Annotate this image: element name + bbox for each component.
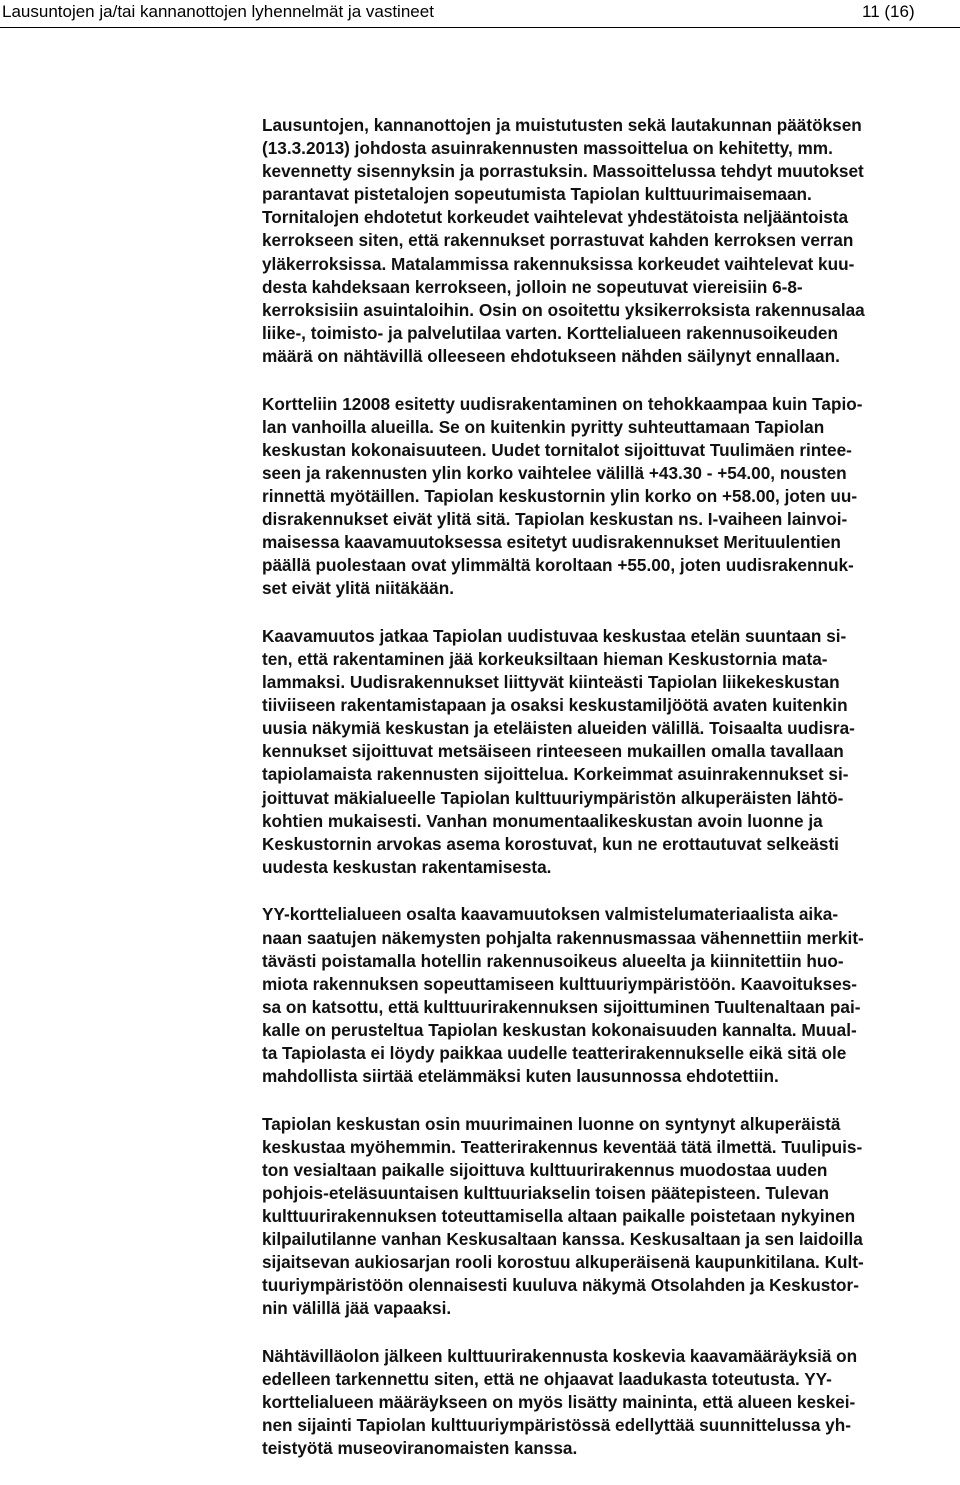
paragraph-line: rinnettä myötäillen. Tapiolan keskustornin ylin korko on +58.00, joten uu- <box>262 485 858 506</box>
paragraph-line: (13.3.2013) johdosta asuinrakennusten massoittelua on kehitetty, mm. <box>262 138 833 159</box>
paragraph-line: set eivät ylitä niitäkään. <box>262 578 455 599</box>
document-body <box>262 114 952 1485</box>
page-header <box>0 0 960 24</box>
paragraph-line: sijaitsevan aukiosarjan rooli korostuu alkuperäisenä kaupunkitilana. Kult- <box>262 1252 864 1273</box>
paragraph <box>262 1113 952 1321</box>
paragraph-line: keskustan kokonaisuuteen. Uudet tornitalot sijoittuvat Tuulimäen rintee- <box>262 439 852 460</box>
paragraph <box>262 903 952 1088</box>
paragraph-line: kulttuurirakennuksen toteuttamisella altaan paikalle poistetaan nykyinen <box>262 1206 856 1227</box>
paragraph-line: tiiviiseen rakentamistapaan ja osaksi keskustamiljöötä avaten kuitenkin <box>262 695 848 716</box>
paragraph-line: yläkerroksissa. Matalammissa rakennuksissa korkeudet vaihtelevat kuu- <box>262 253 855 274</box>
paragraph-line: edelleen tarkennettu siten, että ne ohjaavat laadukasta toteutusta. YY- <box>262 1369 832 1390</box>
paragraph-line: desta kahdeksaan kerrokseen, jolloin ne sopeutuvat viereisiin 6-8- <box>262 276 803 297</box>
paragraph-line: ton vesialtaan paikalle sijoittuva kulttuurirakennus muodostaa uuden <box>262 1159 828 1180</box>
paragraph-line: nen sijainti Tapiolan kulttuuriympäristössä edellyttää suunnittelussa yh- <box>262 1415 851 1436</box>
paragraph-line: ten, että rakentaminen jää korkeuksiltaan hieman Keskustornia mata- <box>262 648 828 669</box>
paragraph-line: määrä on nähtävillä olleeseen ehdotukseen nähden säilynyt ennallaan. <box>262 345 840 366</box>
paragraph-line: pohjois-eteläsuuntaisen kulttuuriakselin toisen päätepisteen. Tulevan <box>262 1182 829 1203</box>
paragraph-line: uusia näkymiä keskustan ja eteläisten alueiden välillä. Toisaalta uudisra- <box>262 718 855 739</box>
paragraph-line: naan saatujen näkemysten pohjalta rakennusmassaa vähennettiin merkit- <box>262 927 864 948</box>
paragraph-line: kevennetty sisennyksin ja porrastuksin. Massoittelussa tehdyt muutokset <box>262 161 864 182</box>
paragraph-line: kerrokseen siten, että rakennukset porrastuvat kahden kerroksen verran <box>262 230 854 251</box>
paragraph-line: tävästi poistamalla hotellin rakennusoikeus alueelta ja kiinnitettiin huo- <box>262 950 844 971</box>
paragraph-line: kerroksisiin asuintaloihin. Osin on osoitettu yksikerroksista rakennusalaa <box>262 299 865 320</box>
document-title: Lausuntojen ja/tai kannanottojen lyhennelmät ja vastineet <box>2 2 434 21</box>
paragraph-line: Nähtävilläolon jälkeen kulttuurirakennusta koskevia kaavamääräyksiä on <box>262 1346 858 1366</box>
paragraph-line: uudesta keskustan rakentamisesta. <box>262 856 552 877</box>
paragraph-line: joittuvat mäkialueelle Tapiolan kulttuuriympäristön alkuperäisten lähtö- <box>262 787 844 808</box>
paragraph-line: miota rakennuksen sopeuttamiseen kulttuuriympäristöön. Kaavoitukses- <box>262 973 858 994</box>
paragraph-line: Tapiolan keskustan osin muurimainen luonne on syntynyt alkuperäistä <box>262 1113 841 1134</box>
paragraph <box>262 625 952 879</box>
page-number: 11 (16) <box>862 2 915 21</box>
paragraph-line: päällä puolestaan ovat ylimmältä koroltaan +55.00, joten uudisrakennuk- <box>262 555 854 576</box>
paragraph <box>262 114 952 368</box>
paragraph-line: mahdollista siirtää etelämmäksi kuten lausunnossa ehdotettiin. <box>262 1066 779 1087</box>
paragraph <box>262 1345 952 1460</box>
paragraph-line: Kortteliin 12008 esitetty uudisrakentaminen on tehokkaampaa kuin Tapio- <box>262 393 863 414</box>
paragraph-line: lan vanhoilla alueilla. Se on kuitenkin pyritty suhteuttamaan Tapiolan <box>262 416 825 437</box>
paragraph <box>262 393 952 601</box>
paragraph-line: parantavat pistetalojen sopeutumista Tapiolan kulttuurimaisemaan. <box>262 184 812 205</box>
paragraph-line: korttelialueen määräykseen on myös lisätty maininta, että alueen keskei- <box>262 1392 856 1413</box>
paragraph-line: ta Tapiolasta ei löydy paikkaa uudelle teatterirakennukselle eikä sitä ole <box>262 1042 847 1063</box>
paragraph-line: liike-, toimisto- ja palvelutilaa varten. Korttelialueen rakennusoikeuden <box>262 322 838 343</box>
paragraph-line: Keskustornin arvokas asema korostuvat, kun ne erottautuvat selkeästi <box>262 833 839 854</box>
paragraph-line: tapiolamaista rakennusten sijoittelua. Korkeimmat asuinrakennukset si- <box>262 764 849 785</box>
paragraph-line: keskustaa myöhemmin. Teatterirakennus keventää tätä ilmettä. Tuulipuis- <box>262 1136 863 1157</box>
paragraph-line: sa on katsottu, että kulttuurirakennuksen sijoittuminen Tuultenaltaan pai- <box>262 996 861 1017</box>
header-divider <box>0 27 960 28</box>
paragraph-line: teistyötä museoviranomaisten kanssa. <box>262 1438 578 1459</box>
paragraph-line: kohtien mukaisesti. Vanhan monumentaalikeskustan avoin luonne ja <box>262 810 823 831</box>
paragraph-line: tuuriympäristöön olennaisesti kuuluva näkymä Otsolahden ja Keskustor- <box>262 1275 859 1296</box>
paragraph-line: lammaksi. Uudisrakennukset liittyvät kiinteästi Tapiolan liikekeskustan <box>262 672 840 693</box>
paragraph-line: kennukset sijoittuvat metsäiseen rinteeseen mukaillen omalla tavallaan <box>262 741 844 762</box>
paragraph-line: Lausuntojen, kannanottojen ja muistutusten sekä lautakunnan päätöksen <box>262 115 862 135</box>
paragraph-line: nin välillä jää vapaaksi. <box>262 1298 452 1319</box>
paragraph-line: Tornitalojen ehdotetut korkeudet vaihtelevat yhdestätoista neljääntoista <box>262 207 849 228</box>
paragraph-line: maisessa kaavamuutoksessa esitetyt uudisrakennukset Merituulentien <box>262 532 841 553</box>
paragraph-line: seen ja rakennusten ylin korko vaihtelee välillä +43.30 - +54.00, nousten <box>262 462 847 483</box>
paragraph-line: disrakennukset eivät ylitä sitä. Tapiolan keskustan ns. I-vaiheen lainvoi- <box>262 509 848 529</box>
paragraph-line: kilpailutilanne vanhan Keskusaltaan kanssa. Keskusaltaan ja sen laidoilla <box>262 1229 863 1250</box>
paragraph-line: Kaavamuutos jatkaa Tapiolan uudistuvaa keskustaa etelän suuntaan si- <box>262 625 847 646</box>
paragraph-line: YY-korttelialueen osalta kaavamuutoksen valmistelumateriaalista aika- <box>262 904 839 925</box>
paragraph-line: kalle on perusteltua Tapiolan keskustan kokonaisuuden kannalta. Muual- <box>262 1019 857 1040</box>
